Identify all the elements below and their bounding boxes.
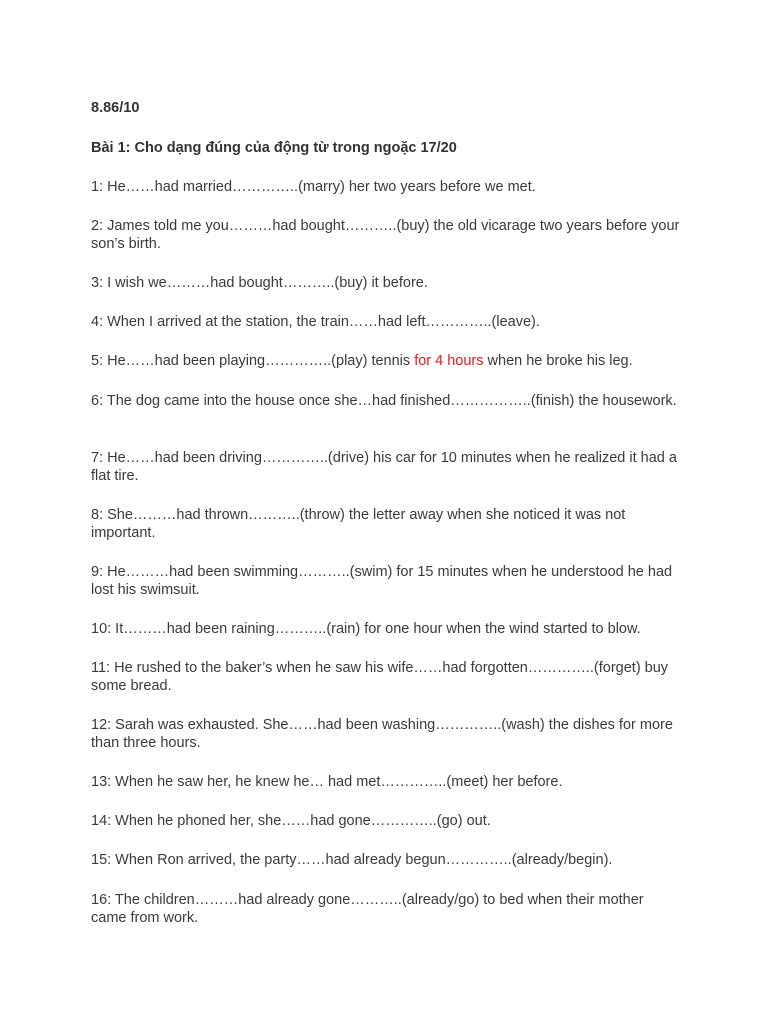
item-5-text-end: when he broke his leg. bbox=[483, 353, 633, 369]
exercise-item-1: 1: He……had married…………..(marry) her two years before we met. bbox=[91, 179, 536, 195]
exercise-item-6: 6: The dog came into the house once she…had finished……………..(finish) the housework. bbox=[91, 393, 677, 409]
exercise-heading: Bài 1: Cho dạng đúng của động từ trong ngoặc 17/20 bbox=[91, 140, 457, 156]
exercise-item-7: 7: He……had been driving…………..(drive) his car for 10 minutes when he realized it had a flat tire. bbox=[91, 450, 677, 484]
exercise-item-11: 11: He rushed to the baker’s when he saw his wife……had forgotten…………..(forget) buy some bread. bbox=[91, 660, 669, 694]
exercise-item-10: 10: It………had been raining………..(rain) for one hour when the wind started to blow. bbox=[91, 621, 641, 637]
exercise-item-8: 8: She………had thrown………..(throw) the letter away when she noticed it was not important. bbox=[91, 507, 626, 541]
exercise-item-4: 4: When I arrived at the station, the train……had left…………..(leave). bbox=[91, 314, 540, 330]
exercise-item-2: 2: James told me you………had bought………..(buy) the old vicarage two years before your son’s birth. bbox=[91, 218, 680, 252]
exercise-item-13: 13: When he saw her, he knew he… had met…………..(meet) her before. bbox=[91, 774, 563, 790]
highlighted-phrase: for 4 hours bbox=[414, 353, 484, 369]
exercise-item-3: 3: I wish we………had bought………..(buy) it before. bbox=[91, 275, 428, 291]
item-5-text-start: 5: He……had been playing…………..(play) tennis bbox=[91, 353, 415, 369]
exercise-item-16: 16: The children………had already gone………..(already/go) to bed when their mother came from work. bbox=[91, 892, 644, 926]
exercise-item-15: 15: When Ron arrived, the party……had already begun…………..(already/begin). bbox=[91, 852, 613, 868]
exercise-item-12: 12: Sarah was exhausted. She……had been washing…………..(wash) the dishes for more than three hours. bbox=[91, 717, 673, 751]
score-line: 8.86/10 bbox=[91, 100, 140, 116]
exercise-item-5 bbox=[91, 353, 681, 371]
exercise-item-14: 14: When he phoned her, she……had gone…………..(go) out. bbox=[91, 813, 491, 829]
exercise-item-9: 9: He………had been swimming………..(swim) for 15 minutes when he understood he had lost his swimsuit. bbox=[91, 564, 673, 598]
